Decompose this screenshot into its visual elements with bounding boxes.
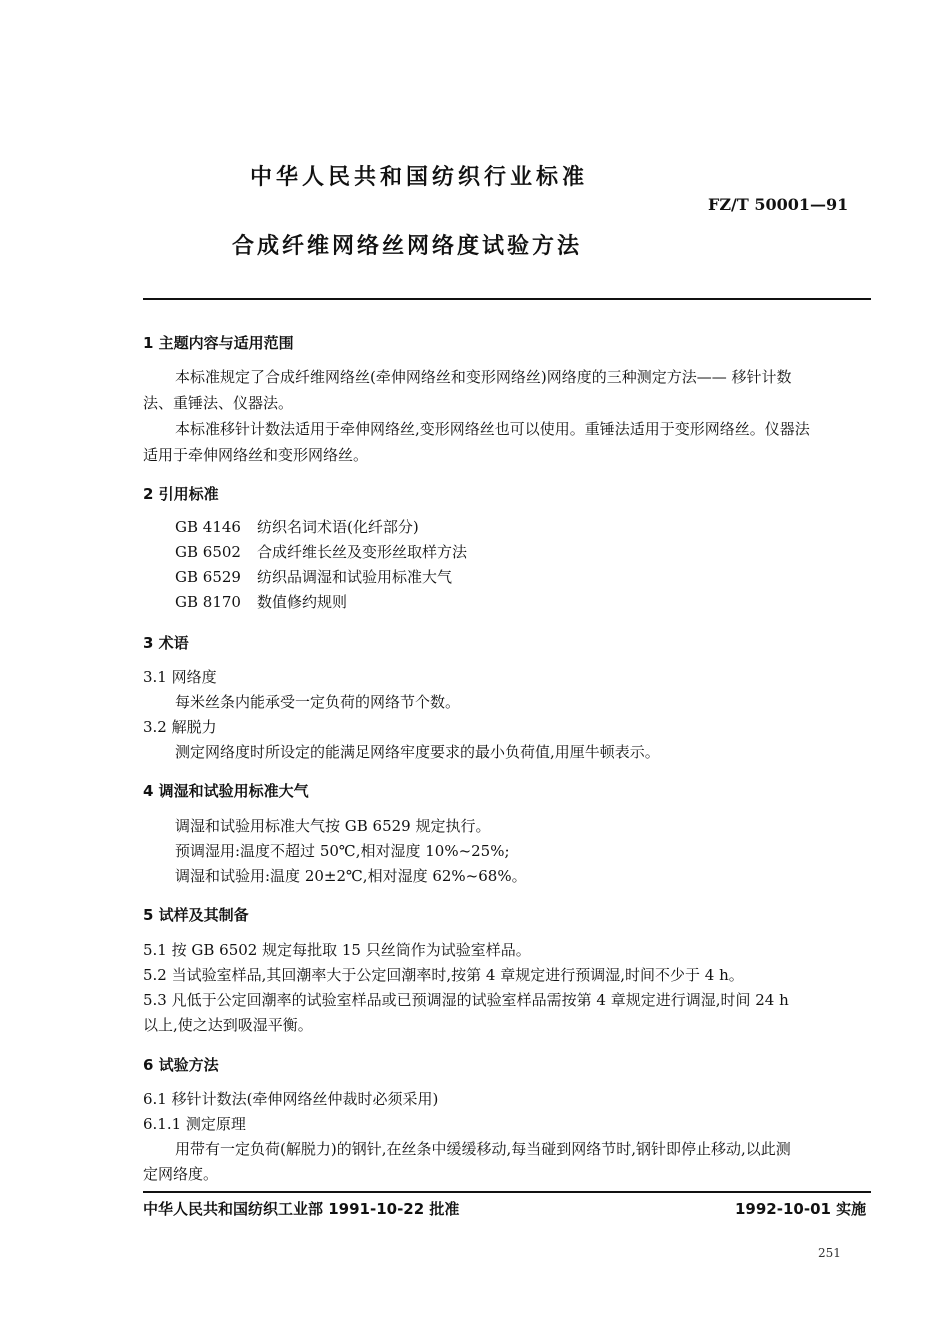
section-1-para-2-line-2: 适用于牵伸网络丝和变形网络丝。 bbox=[143, 446, 369, 464]
reference-item bbox=[175, 516, 419, 538]
section-1-title: 1 主题内容与适用范围 bbox=[143, 334, 294, 352]
reference-item bbox=[175, 591, 347, 613]
section-4-line-1: 调湿和试验用标准大气按 GB 6529 规定执行。 bbox=[175, 817, 491, 835]
footer-rule bbox=[143, 1191, 871, 1193]
section-5-title: 5 试样及其制备 bbox=[143, 906, 249, 924]
reference-name: 纺织名词术语(化纤部分) bbox=[257, 518, 419, 536]
document-title: 合成纤维网络丝网络度试验方法 bbox=[232, 234, 583, 259]
footer-effective-date: 1992-10-01 实施 bbox=[735, 1200, 867, 1218]
section-1-para-1-line-2: 法、重锤法、仪器法。 bbox=[143, 394, 294, 412]
term-1-definition: 每米丝条内能承受一定负荷的网络节个数。 bbox=[175, 693, 461, 711]
section-6-line-3a: 用带有一定负荷(解脱力)的钢针,在丝条中缓缓移动,每当碰到网络节时,钢针即停止移动,以此测 bbox=[175, 1140, 791, 1158]
section-5-line-3a: 5.3 凡低于公定回潮率的试验室样品或已预调湿的试验室样品需按第 4 章规定进行调湿,时间 24 h bbox=[143, 991, 789, 1009]
term-2-definition: 测定网络度时所设定的能满足网络牢度要求的最小负荷值,用厘牛顿表示。 bbox=[175, 743, 660, 761]
reference-name: 数值修约规则 bbox=[257, 593, 348, 611]
section-6-line-2: 6.1.1 测定原理 bbox=[143, 1115, 246, 1133]
section-4-title: 4 调湿和试验用标准大气 bbox=[143, 782, 309, 800]
reference-code: GB 8170 bbox=[175, 593, 241, 611]
reference-code: GB 4146 bbox=[175, 518, 241, 536]
section-2-title: 2 引用标准 bbox=[143, 485, 219, 503]
section-1-para-1-line-1: 本标准规定了合成纤维网络丝(牵伸网络丝和变形网络丝)网络度的三种测定方法—— 移针计数 bbox=[175, 368, 792, 386]
footer-approval: 中华人民共和国纺织工业部 1991-10-22 批准 bbox=[143, 1200, 460, 1218]
reference-name: 纺织品调湿和试验用标准大气 bbox=[257, 568, 453, 586]
section-5-line-2: 5.2 当试验室样品,其回潮率大于公定回潮率时,按第 4 章规定进行预调湿,时间不少于 4 h。 bbox=[143, 966, 744, 984]
term-1-title: 3.1 网络度 bbox=[143, 668, 217, 686]
standard-code: FZ/T 50001—91 bbox=[708, 195, 849, 214]
header-org-title: 中华人民共和国纺织行业标准 bbox=[250, 165, 589, 190]
header-rule bbox=[143, 298, 871, 300]
page-number: 251 bbox=[818, 1246, 841, 1260]
reference-code: GB 6502 bbox=[175, 543, 241, 561]
reference-item bbox=[175, 541, 467, 563]
section-6-line-1: 6.1 移针计数法(牵伸网络丝仲裁时必须采用) bbox=[143, 1090, 439, 1108]
section-6-title: 6 试验方法 bbox=[143, 1056, 219, 1074]
reference-item bbox=[175, 566, 452, 588]
section-5-line-1: 5.1 按 GB 6502 规定每批取 15 只丝筒作为试验室样品。 bbox=[143, 941, 531, 959]
section-3-title: 3 术语 bbox=[143, 634, 189, 652]
section-1-para-2-line-1: 本标准移针计数法适用于牵伸网络丝,变形网络丝也可以使用。重锤法适用于变形网络丝。仪器法 bbox=[175, 420, 810, 438]
section-6-line-3b: 定网络度。 bbox=[143, 1165, 219, 1183]
reference-name: 合成纤维长丝及变形丝取样方法 bbox=[257, 543, 468, 561]
section-4-line-2: 预调湿用:温度不超过 50℃,相对湿度 10%~25%; bbox=[175, 842, 510, 860]
section-4-line-3: 调湿和试验用:温度 20±2℃,相对湿度 62%~68%。 bbox=[175, 867, 527, 885]
term-2-title: 3.2 解脱力 bbox=[143, 718, 217, 736]
reference-code: GB 6529 bbox=[175, 568, 241, 586]
section-5-line-3b: 以上,使之达到吸湿平衡。 bbox=[143, 1016, 313, 1034]
